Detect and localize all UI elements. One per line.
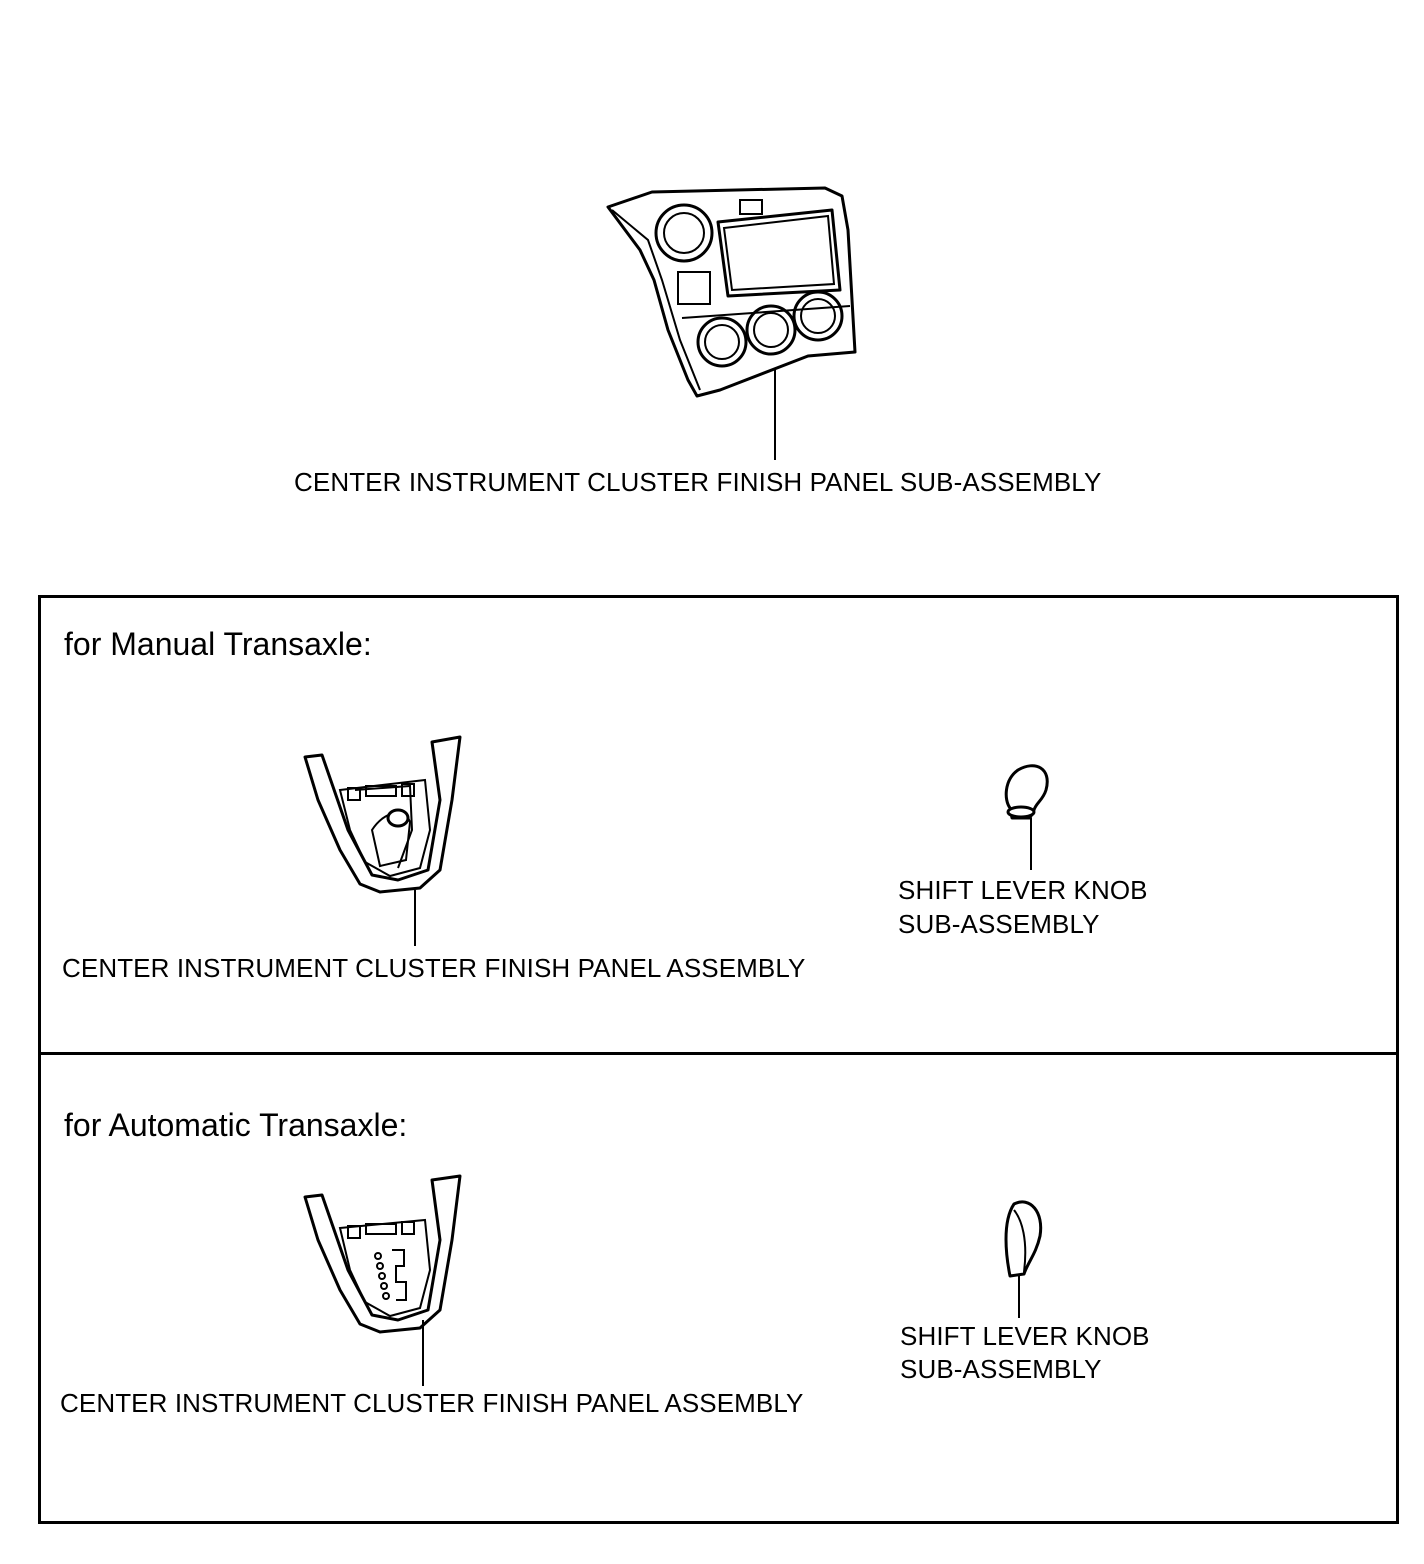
leader-line-top-panel	[774, 370, 776, 460]
automatic-panel-label: CENTER INSTRUMENT CLUSTER FINISH PANEL ASSEMBLY	[60, 1388, 804, 1418]
section-divider	[41, 1052, 1396, 1055]
automatic-section-heading: for Automatic Transaxle:	[64, 1107, 408, 1143]
center-panel-sub-assembly-drawing	[608, 188, 855, 396]
automatic-knob-label-line2: SUB-ASSEMBLY	[900, 1354, 1102, 1384]
transaxle-variants-frame	[38, 595, 1399, 1524]
manual-panel-label: CENTER INSTRUMENT CLUSTER FINISH PANEL ASSEMBLY	[62, 953, 806, 983]
top-panel-label: CENTER INSTRUMENT CLUSTER FINISH PANEL SUB-ASSEMBLY	[294, 467, 1102, 497]
manual-knob-label-line1: SHIFT LEVER KNOB	[898, 875, 1148, 905]
automatic-knob-label-line1: SHIFT LEVER KNOB	[900, 1321, 1150, 1351]
manual-knob-label-line2: SUB-ASSEMBLY	[898, 909, 1100, 939]
manual-section-heading: for Manual Transaxle:	[64, 626, 372, 662]
